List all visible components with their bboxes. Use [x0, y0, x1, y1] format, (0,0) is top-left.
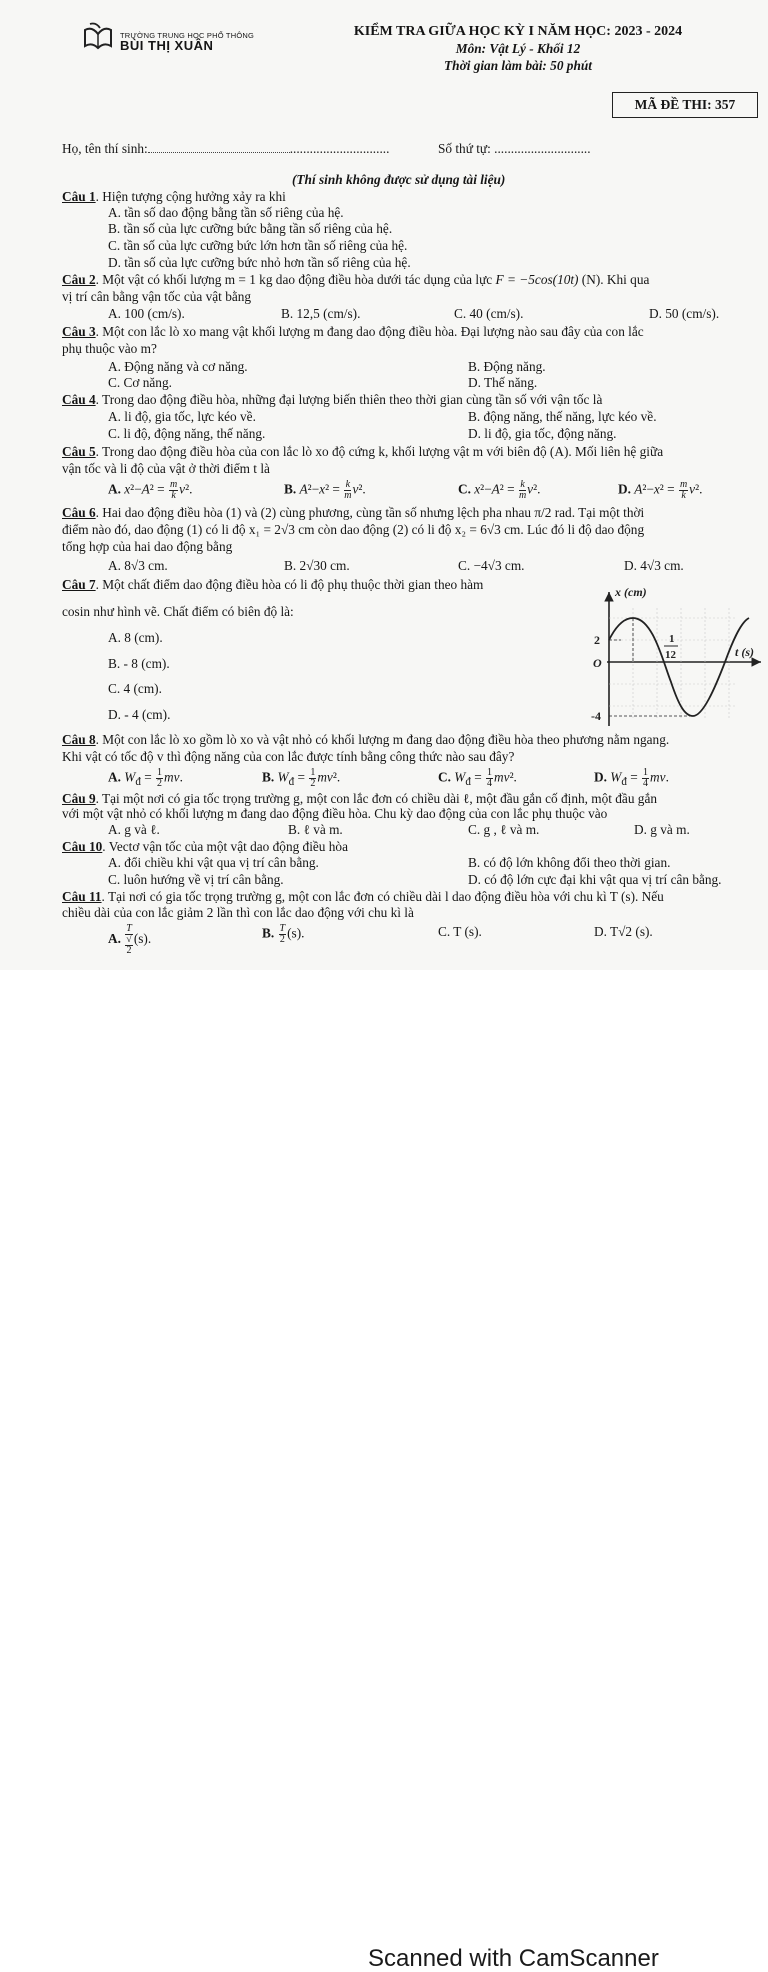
q7-option-b[interactable]: B. - 8 (cm). — [108, 656, 170, 671]
question-9-line-2: với một vật nhỏ có khối lượng m đang dao động điều hòa. Chu kỳ dao động của con lắc phụ thuộc vào — [62, 806, 608, 821]
q1-option-d[interactable]: D. tần số của lực cưỡng bức nhỏ hơn tần số riêng của hệ. — [108, 255, 411, 270]
q6-option-d[interactable]: D. 4√3 cm. — [624, 558, 684, 573]
q3-option-b[interactable]: B. Động năng. — [468, 359, 546, 374]
q1-option-c[interactable]: C. tần số của lực cưỡng bức lớn hơn tần số riêng của hệ. — [108, 238, 408, 253]
q8-option-a[interactable]: A. $W_đ$ = $\frac{1}{2}$ mv. — [108, 767, 183, 789]
q3-option-a[interactable]: A. Động năng và cơ năng. — [108, 359, 248, 374]
exam-note: (Thí sinh không được sử dụng tài liệu) — [292, 172, 506, 187]
q4-option-a[interactable]: A. li độ, gia tốc, lực kéo về. — [108, 409, 256, 424]
question-6: Câu 6. Hai dao động điều hòa (1) và (2) cùng phương, cùng tần số nhưng lệch pha nhau π/2 rad. Tại một thời — [62, 505, 645, 520]
school-name: BÙI THỊ XUÂN — [120, 38, 214, 53]
q10-option-a[interactable]: A. đổi chiều khi vật qua vị trí cân bằng. — [108, 855, 319, 870]
q6-option-c[interactable]: C. −4√3 cm. — [458, 558, 525, 573]
q11-option-a[interactable]: A. T √ 2 (s). — [108, 923, 152, 956]
student-name-label: Họ, tên thí sinh: — [62, 141, 148, 156]
question-8: Câu 8. Một con lắc lò xo gồm lò xo và vật nhỏ có khối lượng m đang dao động điều hòa theo phương nằm ngang. — [62, 732, 670, 747]
graph-t-tick-den: 12 — [665, 649, 676, 661]
q6-option-a[interactable]: A. 8√3 cm. — [108, 558, 168, 573]
question-7-line-2: cosin như hình vẽ. Chất điểm có biên độ là: — [62, 604, 294, 619]
q10-option-d[interactable]: D. có độ lớn cực đại khi vật qua vị trí cân bằng. — [468, 872, 722, 887]
q5-option-c[interactable]: C. x²−A² = $\frac{k}{m}$ v². — [458, 479, 541, 501]
q2-option-d[interactable]: D. 50 (cm/s). — [649, 306, 720, 321]
question-10: Câu 10. Vectơ vận tốc của một vật dao động điều hòa — [62, 839, 348, 854]
q11-option-d[interactable]: D. T√2 (s). — [594, 924, 653, 939]
school-logo — [68, 18, 268, 62]
q5-option-d[interactable]: D. A²−x² = $\frac{m}{k}$ v². — [618, 479, 703, 501]
q9-option-a[interactable]: A. g và ℓ. — [108, 822, 160, 837]
q4-option-c[interactable]: C. li độ, động năng, thế năng. — [108, 426, 266, 441]
q11-option-b[interactable]: B. $\frac{T}{2}$ (s). — [262, 923, 305, 945]
q3-option-c[interactable]: C. Cơ năng. — [108, 375, 172, 390]
question-11-line-2: chiều dài của con lắc giảm 2 lần thì con lắc dao động với chu kì là — [62, 905, 414, 920]
school-type: TRƯỜNG TRUNG HỌC PHỔ THÔNG — [120, 31, 255, 40]
student-name-dots: .............................. — [289, 141, 390, 156]
q3-option-d[interactable]: D. Thế năng. — [468, 375, 538, 390]
q7-option-a[interactable]: A. 8 (cm). — [108, 630, 163, 645]
graph-y-tick-neg: -4 — [591, 709, 601, 723]
q8-option-c[interactable]: C. $W_đ$ = $\frac{1}{4}$ mv². — [438, 767, 517, 789]
scanner-footer — [0, 970, 768, 1972]
question-8-line-2: Khi vật có tốc độ v thì động năng của con lắc được tính bằng công thức nào sau đây? — [62, 749, 515, 764]
question-4: Câu 4. Trong dao động điều hòa, những đại lượng biến thiên theo thời gian cùng tần số với vận tốc là — [62, 392, 603, 407]
graph-y-label: x (cm) — [615, 585, 647, 599]
exam-code: MÃ ĐỀ THI: 357 — [612, 92, 758, 118]
book-icon — [82, 20, 114, 52]
q5-option-b[interactable]: B. A²−x² = $\frac{k}{m}$ v². — [284, 479, 366, 501]
q9-option-d[interactable]: D. g và m. — [634, 822, 690, 837]
student-number: Số thứ tự: ............................. — [438, 141, 591, 156]
student-name-line — [62, 141, 389, 156]
q1-option-a[interactable]: A. tần số dao động bằng tần số riêng của hệ. — [108, 205, 344, 220]
question-5: Câu 5. Trong dao động điều hòa của con lắc lò xo độ cứng k, khối lượng vật m với biên độ (A). Mối liên hệ giữa — [62, 444, 664, 459]
q10-option-c[interactable]: C. luôn hướng về vị trí cân bằng. — [108, 872, 284, 887]
q11-option-c[interactable]: C. T (s). — [438, 924, 482, 939]
q2-option-b[interactable]: B. 12,5 (cm/s). — [281, 306, 361, 321]
question-1: Câu 1. Hiện tượng cộng hưởng xảy ra khi — [62, 189, 286, 204]
q8-option-b[interactable]: B. $W_đ$ = $\frac{1}{2}$ mv². — [262, 767, 341, 789]
graph-t-tick-num: 1 — [669, 633, 675, 645]
q6-option-b[interactable]: B. 2√30 cm. — [284, 558, 350, 573]
question-5-line-2: vận tốc và li độ của vật ở thời điểm t là — [62, 461, 270, 476]
exam-title: KIỂM TRA GIỮA HỌC KỲ I NĂM HỌC: 2023 - 2024 — [353, 24, 683, 39]
q4-option-d[interactable]: D. li độ, gia tốc, động năng. — [468, 426, 617, 441]
q4-option-b[interactable]: B. động năng, thế năng, lực kéo về. — [468, 409, 657, 424]
q7-option-d[interactable]: D. - 4 (cm). — [108, 707, 171, 722]
q1-option-b[interactable]: B. tần số của lực cưỡng bức bằng tần số riêng của hệ. — [108, 221, 393, 236]
question-6-line-2: điểm nào đó, dao động (1) có li độ x₁ = 2√3 cm còn dao động (2) có li độ x₂ = 6√3 cm. Lúc đó li độ dao động — [62, 522, 645, 537]
graph-x-label: t (s) — [735, 645, 754, 659]
q2-option-c[interactable]: C. 40 (cm/s). — [454, 306, 524, 321]
graph-y-tick-pos: 2 — [594, 633, 600, 647]
question-11: Câu 11. Tại nơi có gia tốc trọng trường g, một con lắc đơn có chiều dài l dao động điều hòa với chu kì T (s). Nếu — [62, 889, 664, 904]
exam-page — [0, 0, 768, 970]
question-7: Câu 7. Một chất điểm dao động điều hòa có li độ phụ thuộc thời gian theo hàm — [62, 577, 484, 592]
graph-origin: O — [593, 656, 602, 670]
question-6-line-3: tổng hợp của hai dao động bằng — [62, 539, 233, 554]
q8-option-d[interactable]: D. $W_đ$ = $\frac{1}{4}$ mv. — [594, 767, 669, 789]
graph-curve — [609, 618, 749, 716]
question-9: Câu 9. Tại một nơi có gia tốc trọng trường g, một con lắc đơn có chiều dài ℓ, một đầu gắn cố định, một đầu gắn — [62, 791, 658, 806]
question-2: Câu 2. Một vật có khối lượng m = 1 kg dao động điều hòa dưới tác dụng của lực F = −5cos(10t) (N). Khi qua — [62, 272, 650, 287]
q9-option-c[interactable]: C. g , ℓ và m. — [468, 822, 540, 837]
question-2-line-2: vị trí cân bằng vận tốc của vật bằng — [62, 289, 252, 304]
scanner-watermark: Scanned with CamScanner — [368, 1945, 659, 1972]
graph-grid — [609, 608, 735, 718]
q9-option-b[interactable]: B. ℓ và m. — [288, 822, 343, 837]
question-3-line-2: phụ thuộc vào m? — [62, 341, 157, 356]
q2-option-a[interactable]: A. 100 (cm/s). — [108, 306, 185, 321]
oscillation-graph — [585, 578, 768, 728]
q10-option-b[interactable]: B. có độ lớn không đổi theo thời gian. — [468, 855, 671, 870]
q7-option-c[interactable]: C. 4 (cm). — [108, 681, 162, 696]
exam-duration: Thời gian làm bài: 50 phút — [444, 58, 592, 73]
question-3: Câu 3. Một con lắc lò xo mang vật khối lượng m đang dao động điều hòa. Đại lượng nào sau đây của con lắc — [62, 324, 644, 339]
q5-option-a[interactable]: A. x²−A² = $\frac{m}{k}$ v². — [108, 479, 193, 501]
exam-subject: Môn: Vật Lý - Khối 12 — [455, 41, 581, 56]
